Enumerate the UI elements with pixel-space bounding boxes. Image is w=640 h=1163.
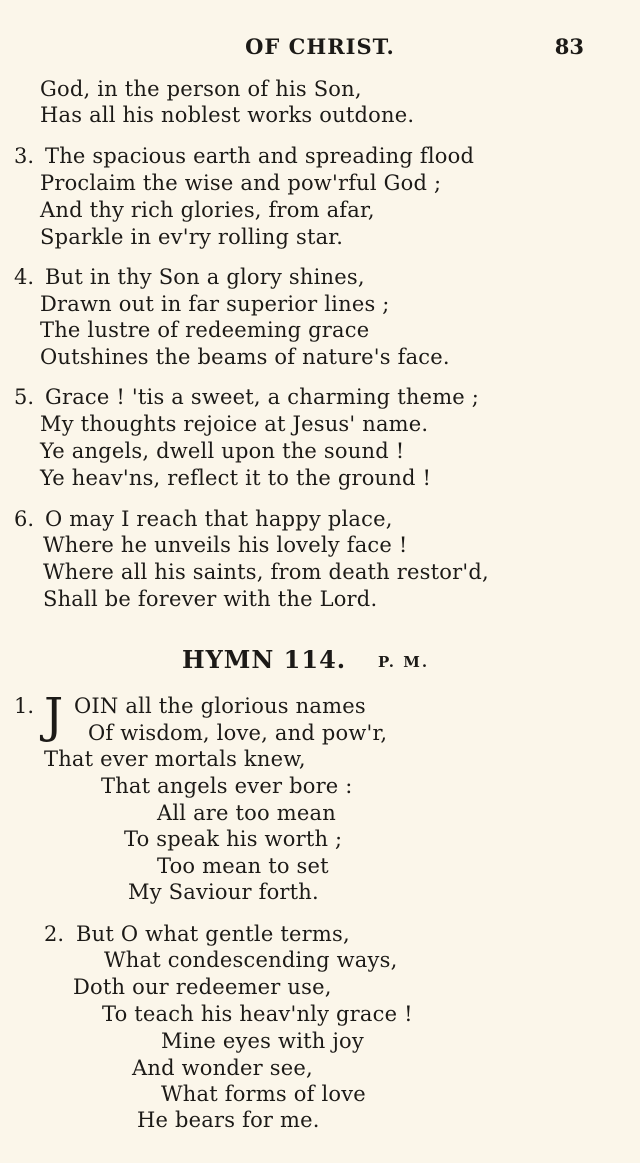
verse-line: Where all his saints, from death restor'd, xyxy=(43,560,489,584)
verse-line: Doth our redeemer use, xyxy=(73,975,332,999)
verse-line: Ye heav'ns, reflect it to the ground ! xyxy=(40,466,432,490)
stanza-number: 2. xyxy=(44,922,65,946)
hymn-meter: P. M. xyxy=(378,653,430,671)
stanza-number: 3. xyxy=(14,144,35,168)
verse-line: Proclaim the wise and pow'rful God ; xyxy=(40,171,442,195)
verse-line: To speak his worth ; xyxy=(124,827,343,851)
verse-line: Outshines the beams of nature's face. xyxy=(40,345,450,369)
stanza-number: 1. xyxy=(14,694,35,718)
verse-line: Grace ! 'tis a sweet, a charming theme ; xyxy=(45,385,480,409)
page-number: 83 xyxy=(554,34,584,59)
stanza-number: 4. xyxy=(14,265,35,289)
verse-line: Shall be forever with the Lord. xyxy=(43,587,378,611)
verse-line: Ye angels, dwell upon the sound ! xyxy=(40,439,405,463)
verse-line: OIN all the glorious names xyxy=(74,694,366,718)
stanza-number: 5. xyxy=(14,385,35,409)
verse-line: That angels ever bore : xyxy=(101,774,353,798)
verse-line: To teach his heav'nly grace ! xyxy=(102,1002,413,1026)
verse-line: Mine eyes with joy xyxy=(161,1029,364,1053)
verse-line: Drawn out in far superior lines ; xyxy=(40,292,390,316)
hymn-title: HYMN 114. xyxy=(182,645,347,674)
verse-line: Of wisdom, love, and pow'r, xyxy=(88,721,388,745)
verse-line: Has all his noblest works outdone. xyxy=(40,103,415,127)
verse-line: The lustre of redeeming grace xyxy=(40,318,370,342)
verse-line: And thy rich glories, from afar, xyxy=(40,198,375,222)
drop-cap: J xyxy=(44,688,64,744)
verse-line: My Saviour forth. xyxy=(128,880,319,904)
verse-line: God, in the person of his Son, xyxy=(40,77,362,101)
verse-line: The spacious earth and spreading flood xyxy=(45,144,475,168)
verse-line: He bears for me. xyxy=(137,1108,320,1132)
verse-line: And wonder see, xyxy=(132,1056,313,1080)
verse-line: But O what gentle terms, xyxy=(76,922,350,946)
verse-line: That ever mortals knew, xyxy=(44,747,306,771)
verse-line: But in thy Son a glory shines, xyxy=(45,265,365,289)
verse-line: O may I reach that happy place, xyxy=(45,507,393,531)
verse-line: My thoughts rejoice at Jesus' name. xyxy=(40,412,429,436)
verse-line: What forms of love xyxy=(161,1082,366,1106)
verse-line: Too mean to set xyxy=(157,854,329,878)
page-header xyxy=(0,34,640,64)
hymn-heading xyxy=(0,645,640,675)
running-title: OF CHRIST. xyxy=(245,34,395,59)
verse-line: All are too mean xyxy=(157,801,336,825)
stanza-number: 6. xyxy=(14,507,35,531)
verse-line: Sparkle in ev'ry rolling star. xyxy=(40,225,344,249)
verse-line: Where he unveils his lovely face ! xyxy=(43,533,408,557)
verse-line: What condescending ways, xyxy=(104,948,398,972)
